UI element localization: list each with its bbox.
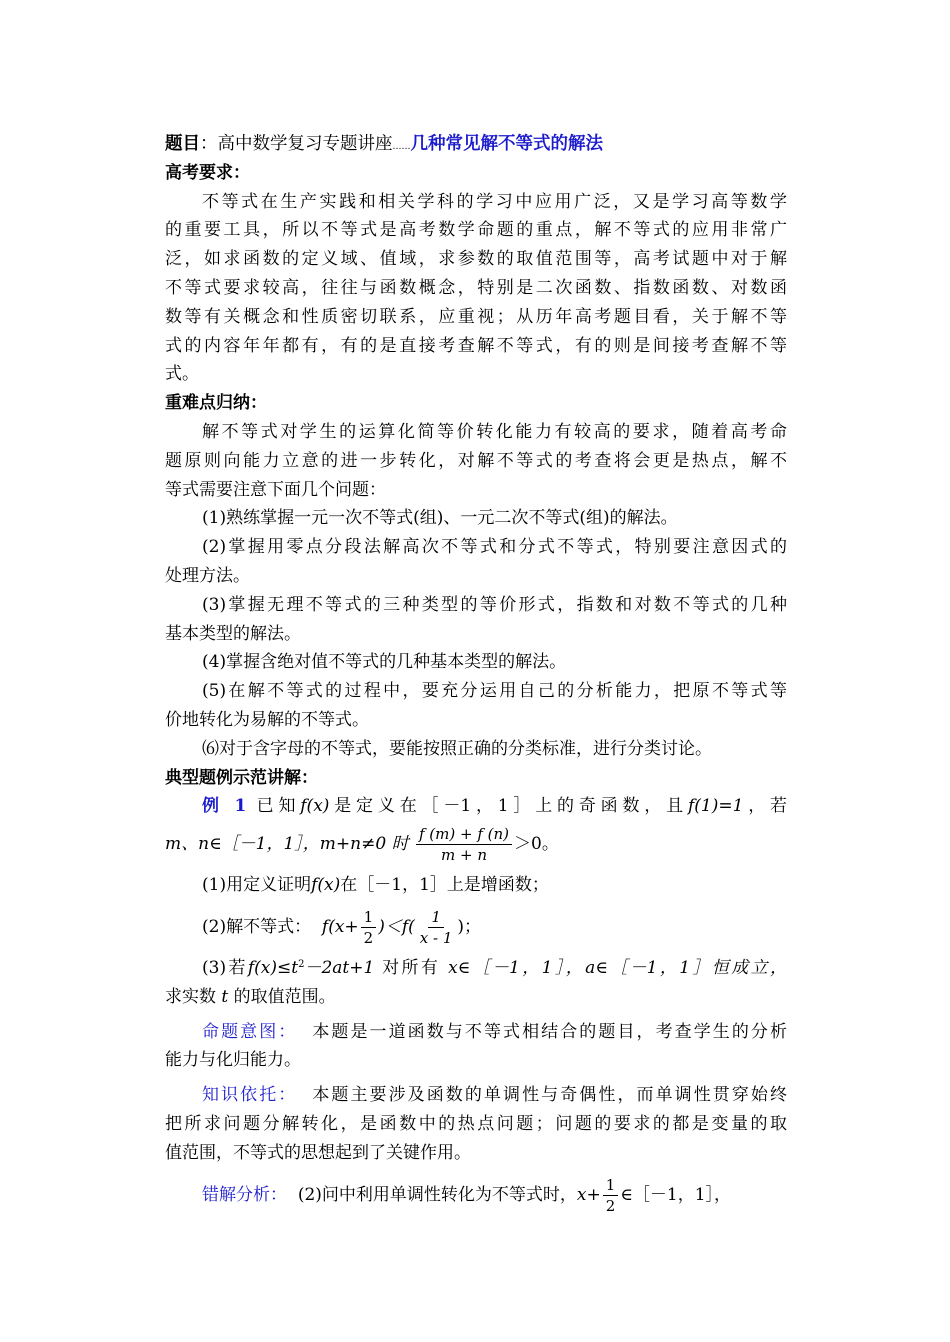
example-line-1: 例 1 已知f(x)是定义在［－1，1］上的奇函数，且f(1)=1，若 [202, 796, 788, 817]
list-item: ⑹对于含字母的不等式，要能按照正确的分类标准，进行分类讨论。 [202, 738, 712, 759]
list-item: (5)在解不等式的过程中，要充分运用自己的分析能力，把原不等式等 [202, 681, 787, 702]
question-3-cont: 求实数 t 的取值范围。 [165, 986, 336, 1007]
question-2: (2)解不等式： f(x+ $\frac{1}{2}$ )＜f( $\frac{1}{x - 1}$ )； [202, 907, 482, 947]
list-item: (3)掌握无理不等式的三种类型的等价形式，指数和对数不等式的几种 [202, 594, 787, 615]
paragraph-line: 数等有关概念和性质密切联系，应重视；从历年高考题目看，关于解不等 [165, 306, 787, 327]
list-item: (2)掌握用零点分段法解高次不等式和分式不等式，特别要注意因式的 [202, 537, 787, 558]
paragraph-line: 不等式要求较高，往往与函数概念，特别是二次函数、指数函数、对数函 [165, 277, 787, 298]
knowledge-line-cont: 把所求问题分解转化，是函数中的热点问题；问题的要求的都是变量的取 [165, 1113, 787, 1134]
section-heading-key-points: 重难点归纳： [165, 393, 267, 414]
title-prefix: 高中数学复习专题讲座 [217, 134, 393, 154]
knowledge-line: 知识依托： 本题主要涉及函数的单调性与奇偶性，而单调性贯穿始终 [202, 1085, 788, 1106]
paragraph-line: 的重要工具，所以不等式是高考数学命题的重点，解不等式的应用非常广 [165, 220, 787, 241]
list-item-cont: 处理方法。 [165, 565, 250, 586]
fraction: $\frac{f (m) + f (n)}{m + n}$ [416, 824, 512, 865]
fraction: $\frac{1}{x - 1}$ [419, 907, 453, 947]
knowledge-line-cont: 值范围，不等式的思想起到了关键作用。 [165, 1142, 471, 1163]
section-heading-requirements: 高考要求： [165, 162, 250, 183]
fraction: $\frac{1}{2}$ [603, 1175, 619, 1216]
paragraph-line: 泛，如求函数的定义域、值域，求参数的取值范围等，高考试题中对于解 [165, 249, 787, 270]
paragraph-line: 式的内容年年都有，有的是直接考查解不等式，有的则是间接考查解不等 [165, 335, 787, 356]
paragraph-line: 等式需要注意下面几个问题： [165, 479, 386, 500]
paragraph-line: 题原则向能力立意的进一步转化，对解不等式的考查将会更是热点，解不 [165, 450, 787, 471]
title-label: 题目 [165, 134, 200, 154]
section-heading-examples: 典型题例示范讲解： [165, 767, 318, 788]
title-dots: …… [392, 142, 411, 152]
paragraph-line: 式。 [165, 364, 199, 385]
title-main: 几种常见解不等式的解法 [410, 134, 603, 154]
intent-line-cont: 能力与化归能力。 [165, 1050, 301, 1071]
question-3: (3)若$f(x)\le t^2-2at+1$ 对所有 x∈［－1，1］，a∈［－1，1］恒成立， [202, 957, 788, 978]
error-analysis-line: 错解分析： (2)问中利用单调性转化为不等式时，x+ $\frac{1}{2}$ ∈［－1，1］， [202, 1175, 732, 1215]
list-item-cont: 价地转化为易解的不等式。 [165, 709, 369, 730]
fraction: $\frac{1}{2}$ [361, 907, 377, 948]
document-title: 题目：高中数学复习专题讲座……几种常见解不等式的解法 [165, 134, 603, 154]
paragraph-line: 解不等式对学生的运算化简等价转化能力有较高的要求，随着高考命 [202, 421, 787, 442]
list-item: (1)熟练掌握一元一次不等式(组)、一元二次不等式(组)的解法。 [202, 508, 678, 529]
list-item: (4)掌握含绝对值不等式的几种基本类型的解法。 [202, 652, 567, 673]
question-1: (1)用定义证明f(x)在［－1，1］上是增函数； [202, 875, 549, 896]
intent-line: 命题意图： 本题是一道函数与不等式相结合的题目，考查学生的分析 [202, 1021, 788, 1042]
document-page [165, 130, 787, 1222]
paragraph-line: 不等式在生产实践和相关学科的学习中应用广泛，又是学习高等数学 [202, 191, 787, 212]
example-line-2: m、n∈［－1，1］，m+n≠0 时 $\frac{f (m) + f (n)}{m + n}$ ＞0。 [165, 825, 559, 865]
list-item-cont: 基本类型的解法。 [165, 623, 301, 644]
